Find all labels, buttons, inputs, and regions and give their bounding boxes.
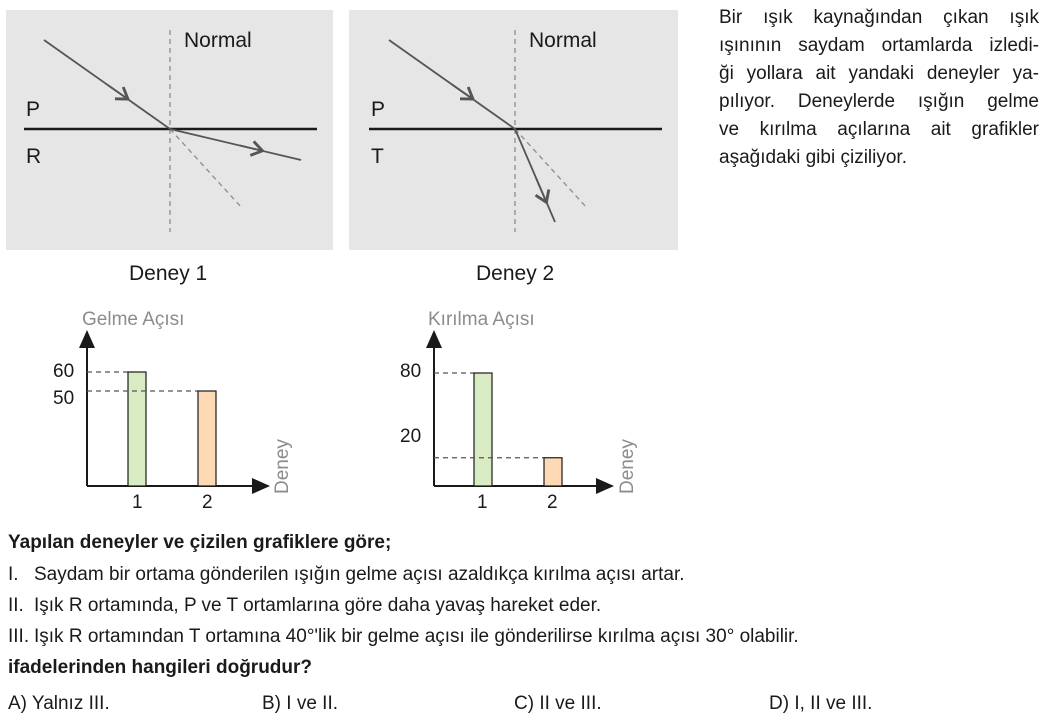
statement-1 xyxy=(8,564,685,586)
statement-number: III. xyxy=(8,626,30,647)
chart2-x-title: Deney xyxy=(617,439,638,494)
chart1-bar-1 xyxy=(128,372,146,486)
statement-number: II. xyxy=(8,595,24,616)
chart1-bar-2 xyxy=(198,391,216,486)
chart1-ytick-50: 50 xyxy=(53,388,75,409)
option-a[interactable]: A) Yalnız III. xyxy=(8,693,110,714)
option-d[interactable]: D) I, II ve III. xyxy=(769,693,873,714)
exp1-incident-arrow xyxy=(107,85,125,98)
intro-line: ve kırılma açılarına ait grafikler xyxy=(719,119,1039,140)
intro-line: pılıyor. Deneylerde ışığın gelme xyxy=(719,91,1039,112)
exp1-normal-label: Normal xyxy=(184,29,252,52)
chart1-x-title: Deney xyxy=(272,439,293,494)
exp2-refracted-ray xyxy=(515,129,555,222)
chart2-ytick-20: 20 xyxy=(400,426,422,447)
exp1-medium-p-label: P xyxy=(26,98,41,121)
exp2-medium-t-label: T xyxy=(371,145,384,168)
exp2-normal-label: Normal xyxy=(529,29,597,52)
chart1-xtick-2: 2 xyxy=(202,492,213,513)
intro-line: ği yollara ait yandaki deneyler ya- xyxy=(719,63,1039,84)
intro-line: Bir ışık kaynağından çıkan ışık xyxy=(719,7,1039,28)
chart2-bar-1 xyxy=(474,373,492,486)
exp2-extension-line xyxy=(515,129,587,208)
chart2-xtick-2: 2 xyxy=(547,492,558,513)
statement-2 xyxy=(8,595,601,617)
chart2-y-title: Kırılma Açısı xyxy=(428,309,535,330)
statement-text: Saydam bir ortama gönderilen ışığın gelme açısı azaldıkça kırılma açısı artar. xyxy=(34,564,685,585)
exp2-medium-p-label: P xyxy=(371,98,386,121)
chart2-xtick-1: 1 xyxy=(477,492,488,513)
chart1-y-title: Gelme Açısı xyxy=(82,309,185,330)
intro-line: aşağıdaki gibi çiziliyor. xyxy=(719,147,907,168)
chart2-bar-2 xyxy=(544,458,562,486)
chart2-ytick-80: 80 xyxy=(400,361,422,382)
statement-text: Işık R ortamından T ortamına 40°'lik bir gelme açısı ile gönderilirse kırılma açısı 30° olabilir. xyxy=(34,626,799,647)
exp2-caption: Deney 2 xyxy=(476,262,555,285)
exp1-caption: Deney 1 xyxy=(129,262,208,285)
exp1-extension-line xyxy=(170,129,242,208)
option-c[interactable]: C) II ve III. xyxy=(514,693,602,714)
statement-number: I. xyxy=(8,564,19,585)
exp2-incident-arrow xyxy=(452,85,470,98)
option-b[interactable]: B) I ve II. xyxy=(262,693,339,714)
chart1-ytick-60: 60 xyxy=(53,361,75,382)
intro-paragraph xyxy=(719,4,1039,172)
statement-text: Işık R ortamında, P ve T ortamlarına göre daha yavaş hareket eder. xyxy=(34,595,602,616)
chart1-xtick-1: 1 xyxy=(132,492,143,513)
exp1-refracted-arrow xyxy=(240,146,259,151)
question-prompt: ifadelerinden hangileri doğrudur? xyxy=(8,657,313,678)
statement-3 xyxy=(8,626,799,648)
exp2-refracted-arrow xyxy=(536,178,545,199)
question-lead: Yapılan deneyler ve çizilen grafiklere göre; xyxy=(8,532,392,553)
exp1-refracted-ray xyxy=(170,129,301,160)
intro-line: ışınının saydam ortamlarda izledi- xyxy=(719,35,1039,56)
exp1-medium-r-label: R xyxy=(26,145,42,168)
